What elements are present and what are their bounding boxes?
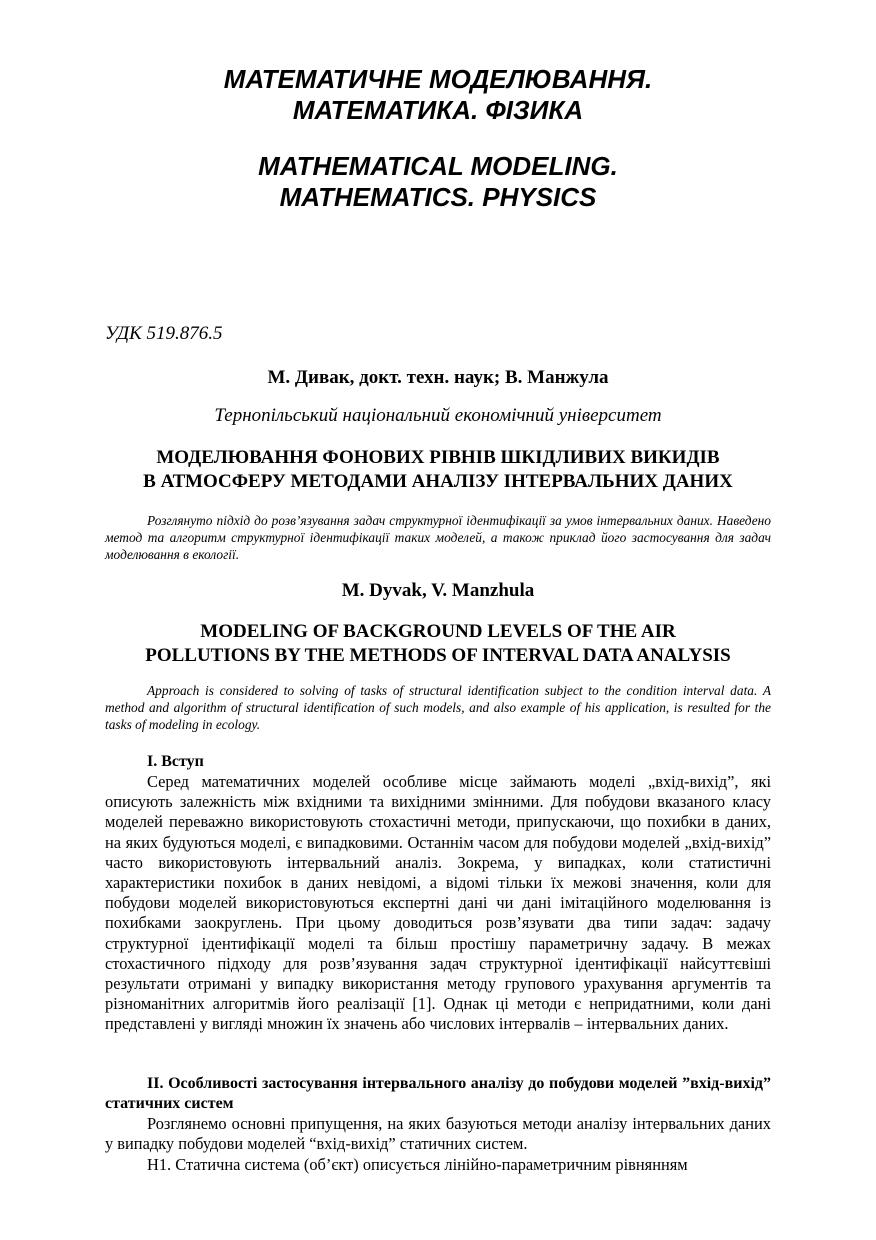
paper-title-en-line1: MODELING OF BACKGROUND LEVELS OF THE AIR [200,621,676,642]
section1-paragraph: Серед математичних моделей особливе місце займають моделі „вхід-вихід”, які описують залежність між вхідними та вихідними змінними. Для побудови вказаного класу моделей переважно використовують стохастичні методи, припускаючи, що похибки в даних, на яких будуються моделі, є випадковими. Останнім часом для побудови моделей „вхід-вихід” часто використовують інтервальний аналіз. Зокрема, у випадках, коли статистичні характеристики похибок в даних невідомі, а відомі тільки їх межові значення, коли для побудови моделей використовуються експертні дані чи дані імітаційного моделювання із похибками заокруглень. При цьому доводиться розв’язувати два типи задач: задачу структурної ідентифікації моделі та більш простішу параметричну задачу. В межах стохастичного підходу для розв’язування задач структурної ідентифікації найсуттєвіші результати отримані у випадку використання методу групового урахування аргументів та різноманітних алгоритмів його реалізації [1]. Однак ці методи є непридатними, коли дані представлені у вигляді множин їх значень або числових інтервалів – інтервальних даних. [105,772,771,1034]
authors-en: M. Dyvak, V. Manzhula [341,580,535,601]
paper-title-ua-line2: В АТМОСФЕРУ МЕТОДАМИ АНАЛІЗУ ІНТЕРВАЛЬНИХ ДАНИХ [143,471,733,492]
section1-heading: I. Вступ [147,753,204,770]
section2-heading: II. Особливості застосування інтервального аналізу до побудови моделей ”вхід-вихід” статичних систем [105,1075,771,1112]
section-header-ua [100,64,776,126]
paper-title-ua-line1: МОДЕЛЮВАННЯ ФОНОВИХ РІВНІВ ШКІДЛИВИХ ВИКИДІВ [156,447,720,468]
affiliation: Тернопільський національний економічний університет [214,405,662,426]
abstract-en: Approach is considered to solving of tasks of structural identification subject to the condition interval data. A method and algorithm of structural identification of such models, and also example of his application, is resulted for the tasks of modeling in ecology. [105,683,771,732]
section2-paragraph2: Н1. Статична система (об’єкт) описується лінійно-параметричним рівнянням [147,1155,688,1174]
section-header-en-line1: MATHEMATICAL MODELING. [258,151,618,181]
paper-title-ua [105,446,771,494]
abstract-ua: Розглянуто підхід до розв’язування задач структурної ідентифікації за умов інтервальних даних. Наведено метод та алгоритм структурної ідентифікації таких моделей, а також приклад його застосування для задач моделювання в екології. [105,513,771,562]
paper-title-en-line2: POLLUTIONS BY THE METHODS OF INTERVAL DATA ANALYSIS [145,645,731,666]
section-header-ua-line1: МАТЕМАТИЧНЕ МОДЕЛЮВАННЯ. [223,64,653,94]
section2-paragraph1: Розглянемо основні припущення, на яких базуються методи аналізу інтервальних даних у випадку побудови моделей “вхід-вихід” статичних систем. [105,1114,771,1154]
udc-code: УДК 519.876.5 [105,323,223,344]
section-header-en-line2: MATHEMATICS. PHYSICS [279,182,597,212]
paper-title-en [105,620,771,668]
section-header-ua-line2: МАТЕМАТИКА. ФІЗИКА [292,95,584,125]
authors-ua: М. Дивак, докт. техн. наук; В. Манжула [267,367,609,388]
section-header-en [100,151,776,213]
